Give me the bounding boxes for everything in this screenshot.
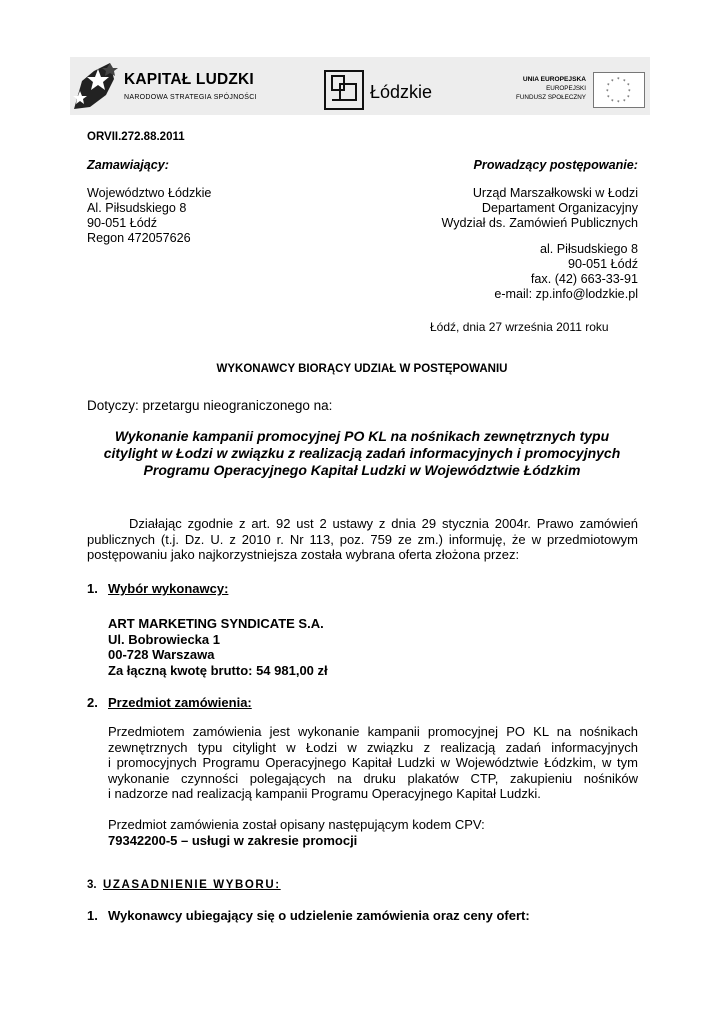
date-line: Łódź, dnia 27 września 2011 roku [430, 320, 609, 334]
kapital-ludzki-emblem-icon [70, 59, 118, 113]
conducting-party-details [441, 186, 638, 231]
conducting-party-address [494, 242, 638, 302]
kapital-ludzki-subtitle: NARODOWA STRATEGIA SPÓJNOŚCI [124, 94, 257, 101]
paragraph-line: wykonanie czynności polegających na druku plakatów CTP, zakupieniu nośników [108, 770, 638, 786]
eu-title: UNIA EUROPEJSKA [522, 76, 586, 83]
subsection-1-number: 1. [87, 908, 98, 923]
svg-text:*: * [607, 95, 610, 101]
tender-title-line: Wykonanie kampanii promocyjnej PO KL na nośnikach zewnętrznych typu [114, 428, 610, 444]
svg-text:*: * [627, 83, 630, 89]
contractor-city: 00-728 Warszawa [108, 647, 215, 662]
address-line: al. Piłsudskiego 8 [539, 242, 638, 256]
svg-text:*: * [628, 89, 631, 95]
email-line: e-mail: zp.info@lodzkie.pl [494, 287, 638, 301]
tender-title-line: citylight w Łodzi w związku z realizacją zadań informacyjnych i promocyjnych [103, 445, 621, 461]
intro-paragraph [87, 516, 638, 563]
paragraph-line: i nadzorze nad realizacją kampanii Programu Operacyjnego Kapitał Ludzki. [108, 786, 541, 801]
eu-flag [593, 72, 645, 108]
address-line: 90-051 Łódź [567, 257, 638, 271]
section-1-title: Wybór wykonawcy: [108, 581, 229, 596]
tender-title-line: Programu Operacyjnego Kapitał Ludzki w Województwie Łódzkim [143, 462, 581, 478]
section-1-number: 1. [87, 581, 98, 596]
paragraph-line: publicznych (t.j. Dz. U. z 2010 r. Nr 113, poz. 759 ze zm.) informuję, że w przedmiotowym [87, 531, 638, 547]
paragraph-line: postępowaniu jako najkorzystniejsza została wybrana oferta złożona przez: [87, 547, 520, 562]
conducting-party-label: Prowadzący postępowanie: [473, 158, 638, 172]
kapital-ludzki-title: KAPITAŁ LUDZKI [124, 71, 254, 88]
address-line: Regon 472057626 [87, 231, 191, 245]
svg-text:*: * [611, 99, 614, 105]
svg-text:*: * [617, 100, 620, 106]
section-3-title: UZASADNIENIE WYBORU: [103, 879, 281, 891]
ordering-party-address [87, 186, 211, 246]
eu-subtitle-line: EUROPEJSKI [546, 85, 586, 92]
cpv-intro: Przedmiot zamówienia został opisany następującym kodem CPV: [108, 817, 485, 832]
svg-text:*: * [617, 77, 620, 83]
ordering-party-label: Zamawiający: [87, 158, 169, 172]
regarding-line: Dotyczy: przetargu nieograniczonego na: [87, 398, 333, 413]
svg-text:*: * [607, 83, 610, 89]
section-2-title: Przedmiot zamówienia: [108, 695, 252, 710]
address-line: Województwo Łódzkie [87, 186, 212, 200]
eu-subtitle-line: FUNDUSZ SPOŁECZNY [516, 93, 586, 101]
document-heading: WYKONAWCY BIORĄCY UDZIAŁ W POSTĘPOWANIU [216, 363, 508, 375]
svg-text:*: * [606, 89, 609, 95]
svg-text:*: * [627, 95, 630, 101]
lodzkie-logo-text: Łódzkie [370, 82, 433, 102]
eu-stars-icon [594, 73, 644, 107]
reference-number: ORVII.272.88.2011 [87, 131, 185, 143]
svg-text:*: * [623, 79, 626, 85]
contractor-name: ART MARKETING SYNDICATE S.A. [108, 616, 324, 631]
svg-text:*: * [611, 79, 614, 85]
cpv-code: 79342200-5 – usługi w zakresie promocji [108, 833, 358, 848]
department-line: Urząd Marszałkowski w Łodzi [472, 186, 638, 200]
section-3-number: 3. [87, 879, 97, 891]
contractor-price: Za łączną kwotę brutto: 54 981,00 zł [108, 662, 328, 678]
fax-line: fax. (42) 663-33-91 [530, 272, 638, 286]
subsection-1-title: Wykonawcy ubiegający się o udzielenie zamówienia oraz ceny ofert: [108, 908, 530, 923]
paragraph-line: zewnętrznych typu citylight w Łodzi w związku z realizacją zadań informacyjnych [108, 739, 638, 755]
department-line: Wydział ds. Zamówień Publicznych [441, 216, 638, 230]
contractor-street: Ul. Bobrowiecka 1 [108, 631, 220, 647]
address-line: 90-051 Łódź [87, 216, 158, 230]
paragraph-line: Przedmiotem zamówienia jest wykonanie kampanii promocyjnej PO KL na nośnikach [108, 724, 638, 739]
address-line: Al. Piłsudskiego 8 [87, 201, 187, 215]
department-line: Departament Organizacyjny [481, 201, 638, 215]
section-2-number: 2. [87, 695, 98, 710]
paragraph-line: Działając zgodnie z art. 92 ust 2 ustawy z dnia 29 stycznia 2004r. Prawo zamówień [129, 516, 638, 531]
svg-text:*: * [623, 99, 626, 105]
eu-subtitle [500, 85, 586, 102]
paragraph-line: i promocyjnych Programu Operacyjnego Kapitał Ludzki w Województwie Łódzkim, w tym [108, 755, 638, 770]
subject-paragraph [108, 724, 638, 802]
contractor-details [108, 616, 328, 678]
lodzkie-emblem-icon [324, 70, 364, 110]
